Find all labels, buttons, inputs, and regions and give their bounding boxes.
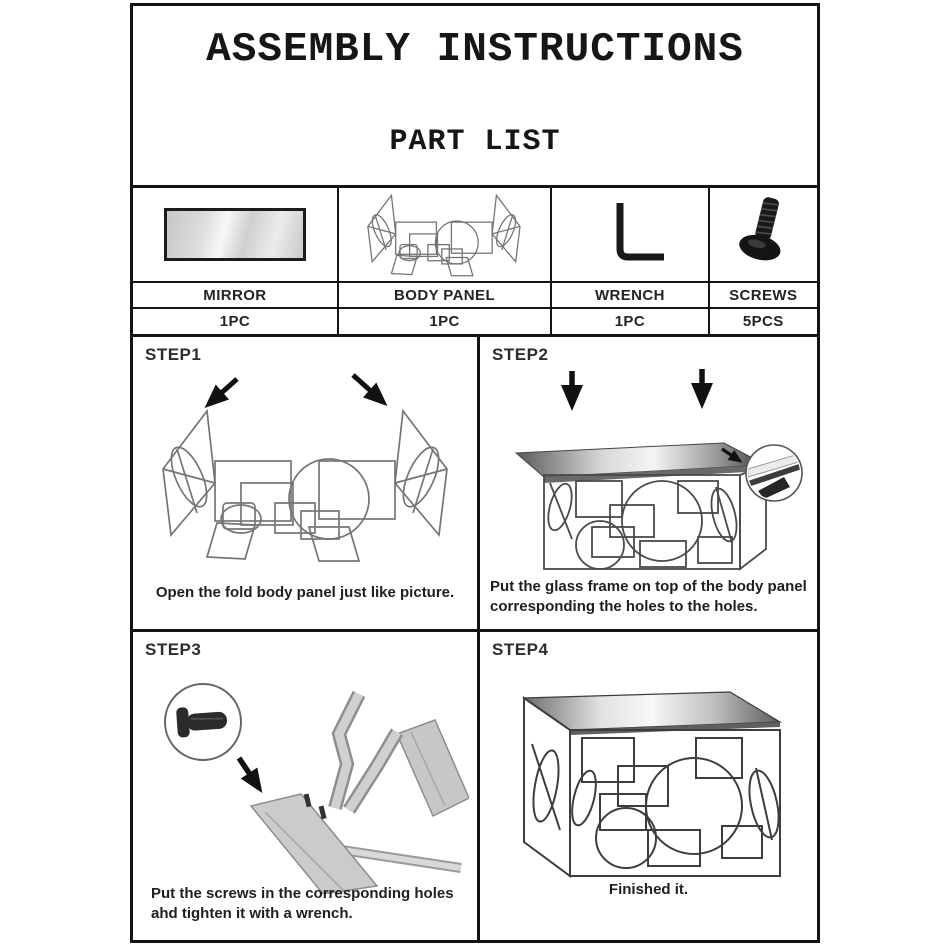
part-names-row	[133, 281, 817, 307]
step4-panel	[477, 629, 817, 940]
step4-label: STEP4	[492, 640, 549, 659]
allen-wrench-icon	[570, 193, 690, 277]
part-name-mirror: MIRROR	[203, 286, 267, 304]
step2-panel	[477, 337, 817, 629]
step4-illustration	[488, 680, 817, 896]
part-list-table	[133, 185, 817, 337]
assembly-instructions-page	[130, 3, 820, 943]
part-images-row	[133, 188, 817, 281]
mirror-image-cell	[133, 188, 337, 281]
step1-panel	[133, 337, 477, 629]
part-qty-body-panel: 1PC	[337, 309, 550, 334]
step3-panel	[133, 629, 477, 940]
step4-caption: Finished it.	[608, 881, 689, 898]
step2-caption: Put the glass frame on top of the body panel corresponding the holes to the holes.	[490, 578, 807, 615]
screw-icon	[713, 191, 813, 279]
screw-image-cell	[708, 188, 817, 281]
step3-label: STEP3	[145, 640, 202, 659]
part-qty-screws: 5PCS	[708, 309, 817, 334]
page-title: ASSEMBLY INSTRUCTIONS	[206, 27, 744, 73]
part-qty-mirror: 1PC	[219, 313, 251, 330]
steps-grid	[133, 337, 817, 940]
step2-label: STEP2	[492, 345, 549, 364]
part-qty-row	[133, 307, 817, 334]
part-qty-wrench: 1PC	[550, 309, 707, 334]
part-name-body-panel: BODY PANEL	[337, 283, 550, 307]
step3-illustration	[139, 670, 469, 894]
part-name-screws: SCREWS	[708, 283, 817, 307]
mirror-icon	[164, 208, 306, 261]
part-list-heading: PART LIST	[389, 125, 561, 159]
body-panel-image-cell	[337, 188, 550, 281]
step1-caption: Open the fold body panel just like picture.	[155, 584, 455, 601]
step2-illustration	[482, 367, 817, 579]
step1-illustration	[137, 373, 473, 591]
body-panel-icon	[351, 190, 539, 280]
step3-caption: Put the screws in the corresponding holes ahd tighten it with a wrench.	[151, 885, 454, 922]
step1-label: STEP1	[145, 345, 202, 364]
wrench-image-cell	[550, 188, 707, 281]
part-name-wrench: WRENCH	[550, 283, 707, 307]
header	[133, 6, 817, 185]
